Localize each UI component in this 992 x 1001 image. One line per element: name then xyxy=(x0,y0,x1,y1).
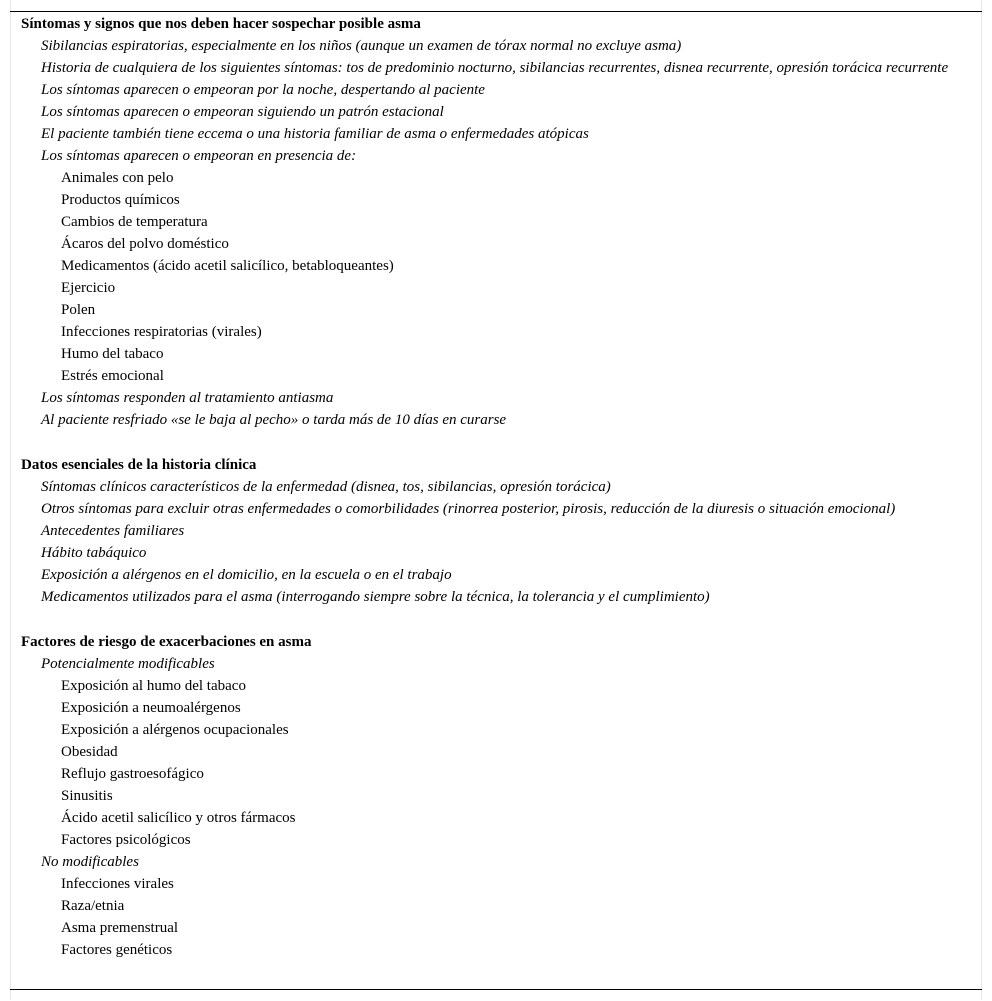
section-heading-history: Datos esenciales de la historia clínica xyxy=(21,457,257,473)
history-item: Antecedentes familiares xyxy=(41,523,185,539)
risk-factor-item: Infecciones virales xyxy=(61,876,174,892)
risk-factor-item: Obesidad xyxy=(61,744,118,760)
symptom-item: Los síntomas responden al tratamiento antiasma xyxy=(41,390,334,406)
symptom-item: Historia de cualquiera de los siguientes síntomas: tos de predominio nocturno, sibilancias recurrentes, disnea recurrente, opresión torácica recurrente xyxy=(41,60,949,76)
trigger-item: Ácaros del polvo doméstico xyxy=(61,236,229,252)
table-bottom-rule xyxy=(10,989,982,990)
trigger-item: Polen xyxy=(61,302,96,318)
section-heading-symptoms: Síntomas y signos que nos deben hacer sospechar posible asma xyxy=(21,16,421,32)
symptom-item: Al paciente resfriado «se le baja al pecho» o tarda más de 10 días en curarse xyxy=(41,412,507,428)
trigger-item: Ejercicio xyxy=(61,280,116,296)
symptom-item: Los síntomas aparecen o empeoran en presencia de: xyxy=(41,148,357,164)
trigger-item: Infecciones respiratorias (virales) xyxy=(61,324,262,340)
risk-factor-item: Ácido acetil salicílico y otros fármacos xyxy=(61,810,296,826)
table-top-rule xyxy=(10,11,982,12)
section-heading-risk-factors: Factores de riesgo de exacerbaciones en asma xyxy=(21,634,312,650)
history-item: Síntomas clínicos característicos de la enfermedad (disnea, tos, sibilancias, opresión torácica) xyxy=(41,479,611,495)
risk-factor-item: Reflujo gastroesofágico xyxy=(61,766,204,782)
risk-group-label: Potencialmente modificables xyxy=(41,656,215,672)
history-item: Hábito tabáquico xyxy=(41,545,147,561)
risk-group-label: No modificables xyxy=(41,854,139,870)
symptom-item: Los síntomas aparecen o empeoran siguiendo un patrón estacional xyxy=(41,104,444,120)
history-item: Medicamentos utilizados para el asma (interrogando siempre sobre la técnica, la tolerancia y el cumplimiento) xyxy=(41,589,710,605)
asthma-table xyxy=(21,13,976,961)
symptom-item: El paciente también tiene eccema o una historia familiar de asma o enfermedades atópicas xyxy=(41,126,589,142)
risk-factor-item: Factores psicológicos xyxy=(61,832,191,848)
symptom-item: Los síntomas aparecen o empeoran por la noche, despertando al paciente xyxy=(41,82,485,98)
risk-factor-item: Asma premenstrual xyxy=(61,920,179,936)
trigger-item: Cambios de temperatura xyxy=(61,214,208,230)
trigger-item: Productos químicos xyxy=(61,192,180,208)
symptom-item: Sibilancias espiratorias, especialmente en los niños (aunque un examen de tórax normal no excluye asma) xyxy=(41,38,682,54)
risk-factor-item: Exposición a alérgenos ocupacionales xyxy=(61,722,289,738)
history-item: Exposición a alérgenos en el domicilio, en la escuela o en el trabajo xyxy=(41,567,452,583)
trigger-item: Medicamentos (ácido acetil salicílico, betabloqueantes) xyxy=(61,258,394,274)
trigger-item: Estrés emocional xyxy=(61,368,164,384)
risk-factor-item: Raza/etnia xyxy=(61,898,125,914)
risk-factor-item: Exposición al humo del tabaco xyxy=(61,678,246,694)
trigger-item: Humo del tabaco xyxy=(61,346,164,362)
risk-factor-item: Factores genéticos xyxy=(61,942,173,958)
risk-factor-item: Exposición a neumoalérgenos xyxy=(61,700,241,716)
risk-factor-item: Sinusitis xyxy=(61,788,113,804)
history-item: Otros síntomas para excluir otras enfermedades o comorbilidades (rinorrea posterior, pirosis, reducción de la diuresis o situación emocional) xyxy=(41,501,896,517)
trigger-item: Animales con pelo xyxy=(61,170,174,186)
